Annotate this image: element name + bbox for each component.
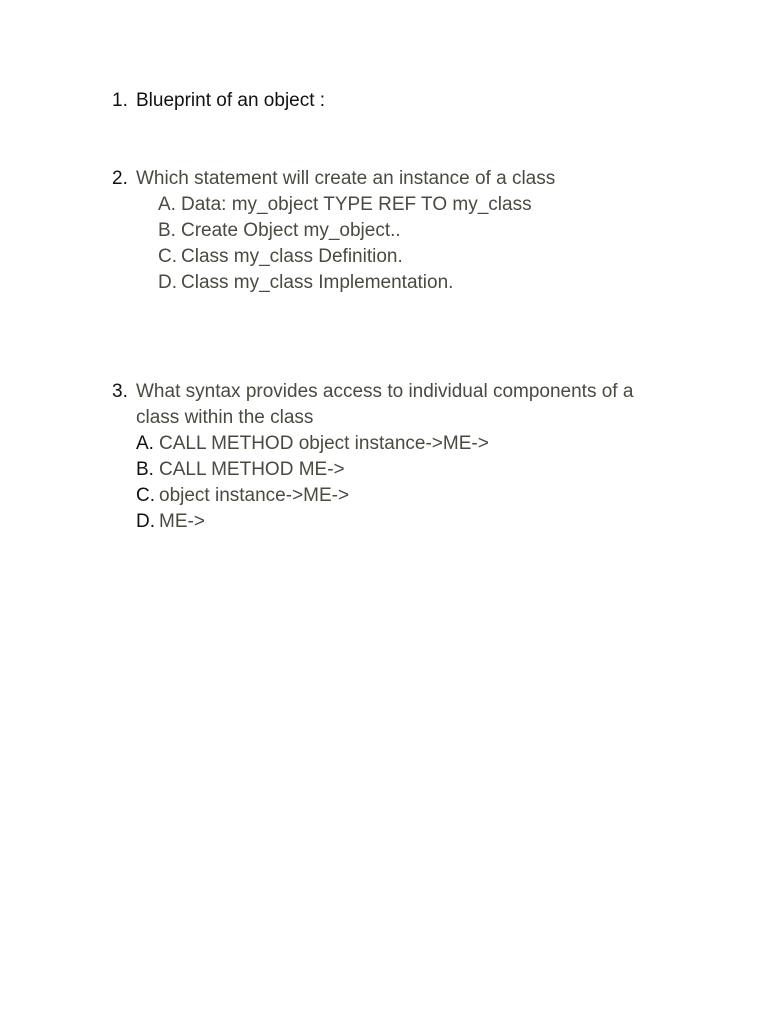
option-text: Class my_class Definition. (181, 246, 403, 267)
option-text: Class my_class Implementation. (181, 272, 454, 293)
option-text: object instance->ME-> (159, 485, 350, 506)
question-1-text: Blueprint of an object : (136, 90, 326, 111)
question-3-text (136, 379, 633, 431)
option-letter: B. (136, 459, 154, 480)
option-letter: C. (136, 485, 155, 506)
question-2-text: Which statement will create an instance of a class (136, 168, 556, 189)
question-3-row (112, 379, 712, 431)
option-text: ME-> (159, 511, 205, 532)
option-letter: C. (158, 246, 177, 267)
question-2-options (158, 192, 712, 296)
option-letter: D. (136, 511, 155, 532)
question-2-option-c (158, 244, 712, 270)
option-letter: D. (158, 272, 177, 293)
question-3-text-line1: What syntax provides access to individual components of a (136, 381, 634, 402)
option-text: CALL METHOD object instance->ME-> (159, 433, 489, 454)
question-2-option-b (158, 218, 712, 244)
question-3-option-a (136, 431, 712, 457)
option-text: Create Object my_object.. (181, 220, 401, 241)
option-letter: A. (136, 433, 154, 454)
option-text: CALL METHOD ME-> (159, 459, 345, 480)
question-1 (112, 88, 712, 114)
question-2-option-a (158, 192, 712, 218)
question-1-number: 1. (112, 90, 128, 111)
question-3-option-c (136, 483, 712, 509)
question-2-number: 2. (112, 168, 128, 189)
question-2-row (112, 166, 712, 192)
question-3-text-line2: class within the class (136, 407, 314, 428)
question-3 (112, 379, 712, 535)
question-2-option-d (158, 270, 712, 296)
option-letter: B. (158, 220, 176, 241)
question-1-row (112, 88, 712, 114)
question-3-options (136, 431, 712, 535)
question-2 (112, 166, 712, 296)
question-3-number: 3. (112, 381, 128, 402)
option-letter: A. (158, 194, 176, 215)
option-text: Data: my_object TYPE REF TO my_class (181, 194, 532, 215)
question-3-option-b (136, 457, 712, 483)
question-3-option-d (136, 509, 712, 535)
